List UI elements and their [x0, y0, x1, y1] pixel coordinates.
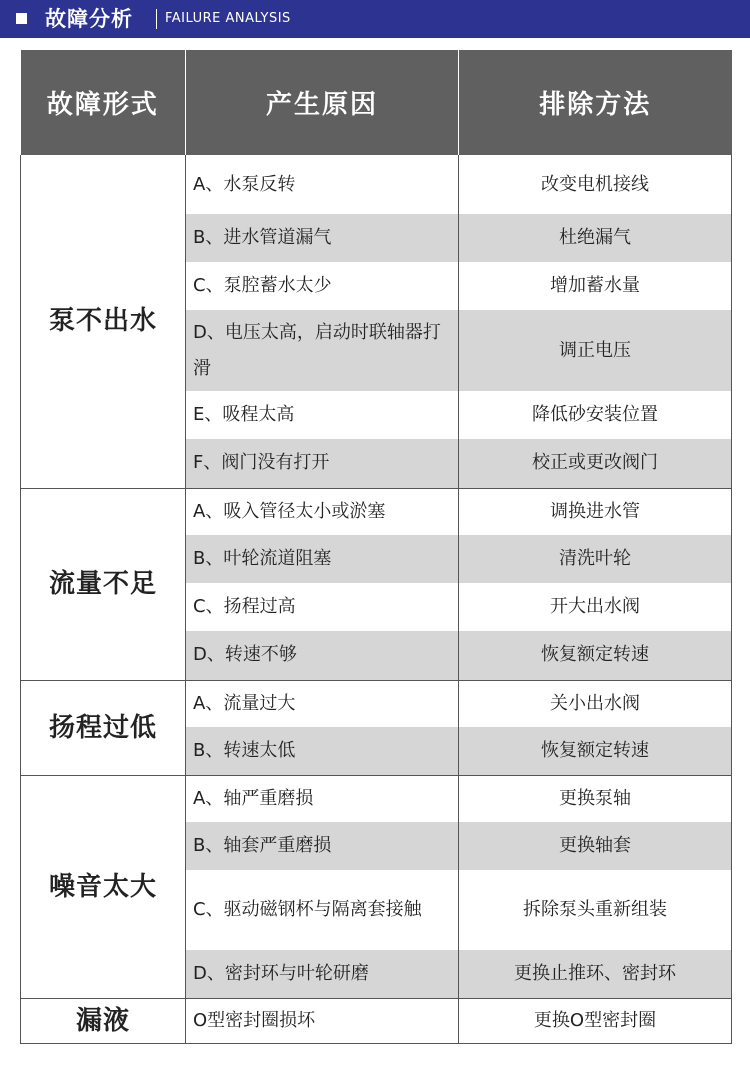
failure-category: 泵不出水: [21, 155, 186, 488]
cause-cell: F、阀门没有打开: [186, 439, 459, 488]
solution-cell: 更换O型密封圈: [459, 998, 732, 1043]
cause-cell: C、驱动磁钢杯与隔离套接触: [186, 870, 459, 950]
solution-cell: 降低砂安装位置: [459, 391, 732, 439]
failure-analysis-table: [20, 50, 732, 1044]
solution-cell: 调正电压: [459, 310, 732, 391]
cause-cell: A、吸入管径太小或淤塞: [186, 488, 459, 535]
cause-cell: B、转速太低: [186, 727, 459, 775]
cause-cell: D、电压太高，启动时联轴器打滑: [186, 310, 459, 391]
column-header-solution: 排除方法: [459, 50, 732, 155]
cause-cell: B、进水管道漏气: [186, 214, 459, 262]
table-row: [21, 998, 732, 1043]
solution-cell: 更换止推环、密封环: [459, 950, 732, 998]
solution-cell: 关小出水阀: [459, 680, 732, 727]
table-row: [21, 680, 732, 727]
solution-cell: 开大出水阀: [459, 583, 732, 631]
solution-cell: 杜绝漏气: [459, 214, 732, 262]
cause-cell: A、流量过大: [186, 680, 459, 727]
cause-cell: A、水泵反转: [186, 155, 459, 214]
solution-cell: 改变电机接线: [459, 155, 732, 214]
cause-cell: D、密封环与叶轮研磨: [186, 950, 459, 998]
cause-cell: C、泵腔蓄水太少: [186, 262, 459, 310]
cause-cell: O型密封圈损坏: [186, 998, 459, 1043]
table-row: [21, 155, 732, 214]
solution-cell: 清洗叶轮: [459, 535, 732, 583]
table-header-row: [21, 50, 732, 155]
section-subtitle: FAILURE ANALYSIS: [165, 11, 291, 26]
solution-cell: 更换泵轴: [459, 775, 732, 822]
failure-category: 噪音太大: [21, 775, 186, 998]
solution-cell: 增加蓄水量: [459, 262, 732, 310]
column-header-failure-type: 故障形式: [21, 50, 186, 155]
solution-cell: 更换轴套: [459, 822, 732, 870]
cause-cell: B、轴套严重磨损: [186, 822, 459, 870]
cause-cell: D、转速不够: [186, 631, 459, 680]
failure-category: 流量不足: [21, 488, 186, 680]
cause-cell: A、轴严重磨损: [186, 775, 459, 822]
column-header-cause: 产生原因: [186, 50, 459, 155]
solution-cell: 恢复额定转速: [459, 631, 732, 680]
solution-cell: 拆除泵头重新组装: [459, 870, 732, 950]
section-header: [0, 0, 750, 38]
solution-cell: 恢复额定转速: [459, 727, 732, 775]
failure-category: 漏液: [21, 998, 186, 1043]
cause-cell: E、吸程太高: [186, 391, 459, 439]
table-row: [21, 488, 732, 535]
failure-category: 扬程过低: [21, 680, 186, 775]
square-bullet-icon: [16, 13, 27, 24]
solution-cell: 校正或更改阀门: [459, 439, 732, 488]
section-title: 故障分析: [45, 7, 133, 31]
table-row: [21, 775, 732, 822]
solution-cell: 调换进水管: [459, 488, 732, 535]
divider: [156, 9, 157, 29]
cause-cell: B、叶轮流道阻塞: [186, 535, 459, 583]
cause-cell: C、扬程过高: [186, 583, 459, 631]
